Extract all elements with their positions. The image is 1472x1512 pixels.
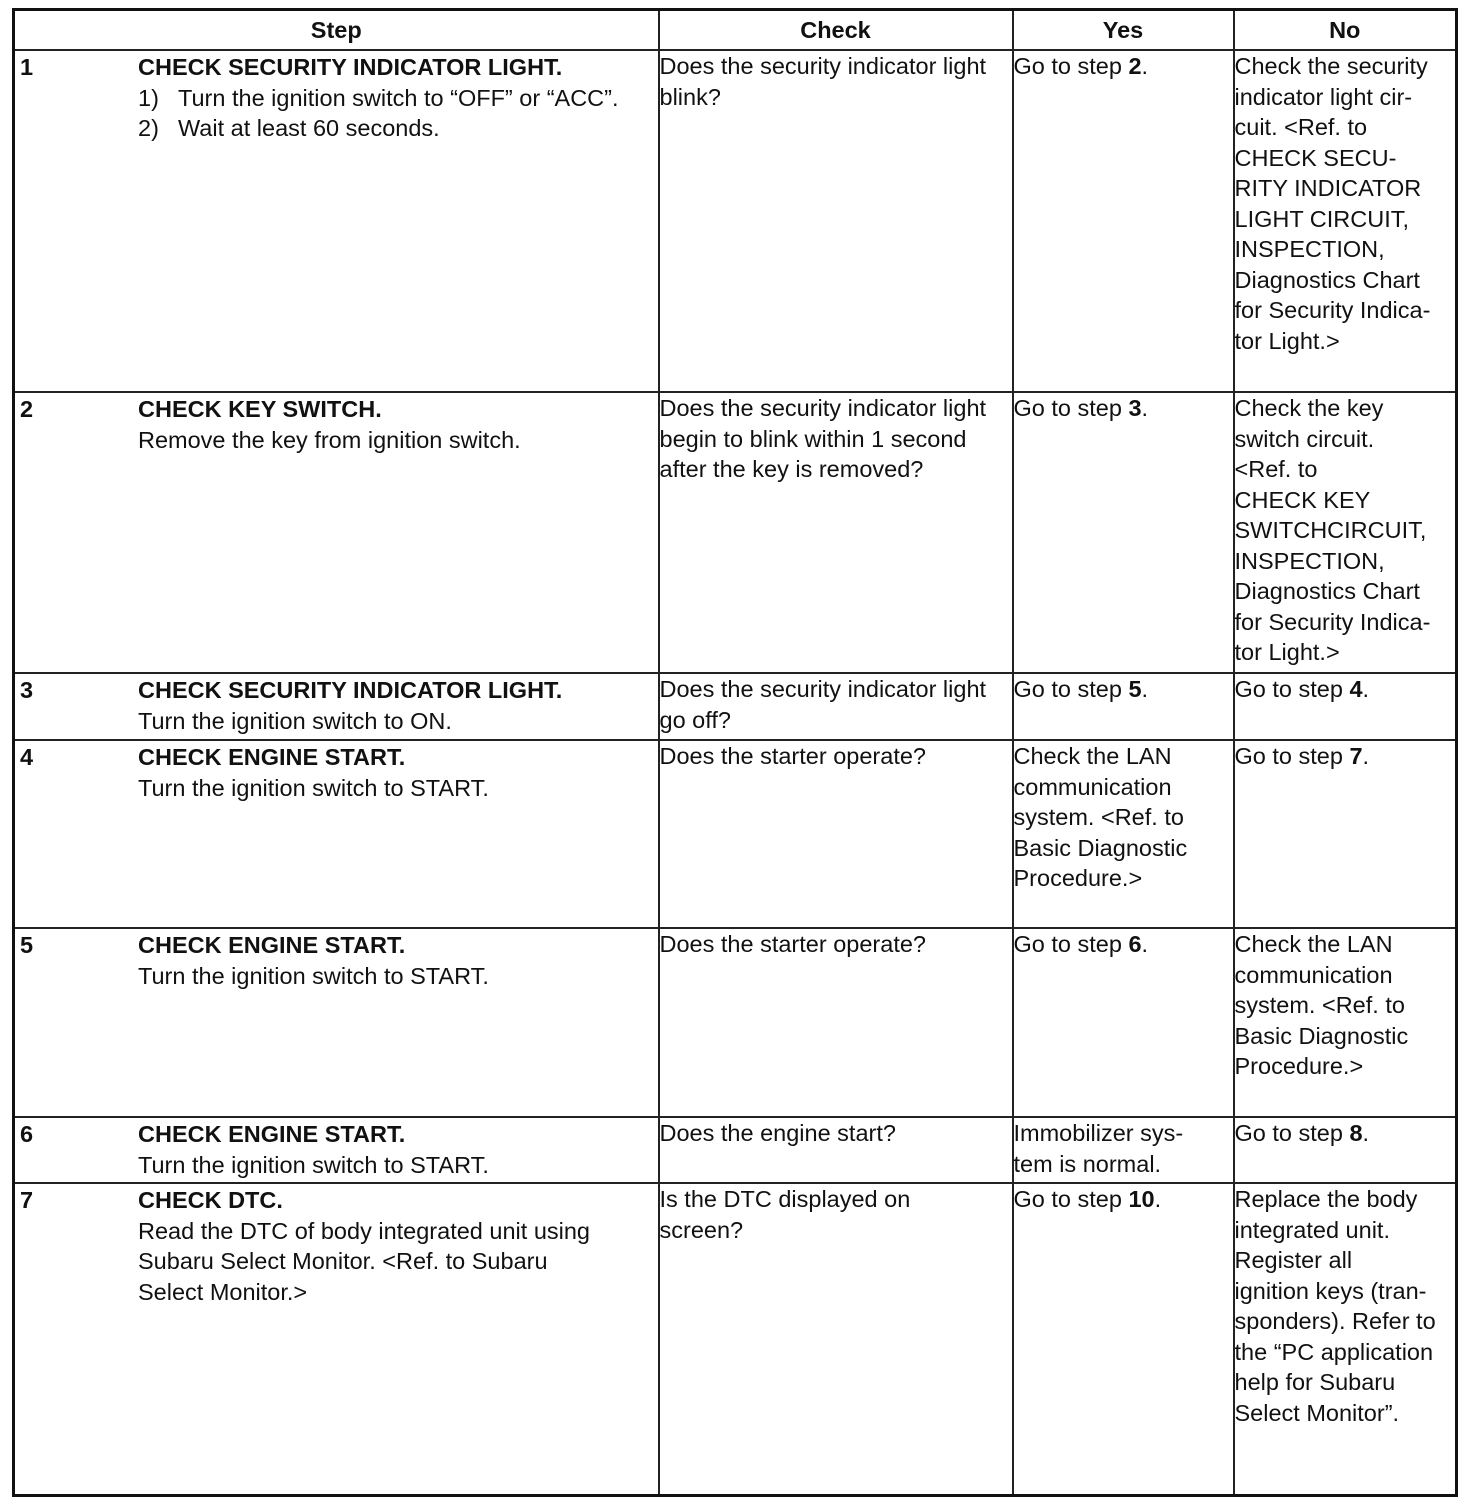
step-title: CHECK SECURITY INDICATOR LIGHT.: [138, 54, 563, 80]
yes-text: Go to step: [1013, 931, 1129, 957]
no-line: Diagnostics Chart: [1234, 266, 1420, 293]
no-suffix: .: [1362, 676, 1370, 702]
step-instruction: Turn the ignition switch to ON.: [138, 707, 452, 734]
yes-suffix: .: [1141, 395, 1149, 421]
table-row: [14, 50, 1457, 392]
substep-text: Turn the ignition switch to “OFF” or “ACC”.: [178, 84, 619, 111]
no-line: help for Subaru: [1234, 1369, 1396, 1395]
step-title: CHECK ENGINE START.: [138, 1121, 406, 1147]
step-number: 7: [20, 1187, 34, 1213]
table-row: [14, 928, 1457, 1117]
step-title: CHECK DTC.: [138, 1187, 283, 1213]
yes-step-ref: 5: [1128, 676, 1142, 702]
no-cell: [1234, 740, 1457, 928]
check-cell: [659, 740, 1013, 928]
no-step-ref: 4: [1349, 676, 1363, 702]
no-line: CHECK SECU-: [1234, 144, 1397, 171]
no-cell: [1234, 928, 1457, 1117]
yes-suffix: .: [1154, 1186, 1162, 1212]
yes-step-ref: 6: [1128, 931, 1142, 957]
no-line: Replace the body: [1234, 1186, 1418, 1212]
no-line: integrated unit.: [1234, 1216, 1390, 1243]
check-text: Does the engine start?: [659, 1120, 896, 1146]
check-text: Does the starter operate?: [659, 743, 926, 769]
check-line: Is the DTC displayed on: [659, 1186, 911, 1212]
no-line: for Security Indica-: [1234, 297, 1431, 323]
no-line: <Ref. to: [1234, 456, 1318, 482]
step-cell: [14, 928, 659, 1117]
yes-line: Basic Diagnostic: [1013, 834, 1188, 861]
step-cell: [14, 1183, 659, 1495]
no-line: system. <Ref. to: [1234, 992, 1405, 1018]
yes-cell: [1013, 50, 1234, 392]
no-line: CHECK KEY: [1234, 486, 1371, 513]
check-text: Does the security indicator light blink?: [659, 53, 987, 110]
step-cell: [14, 50, 659, 392]
check-cell: [659, 928, 1013, 1117]
no-cell: [1234, 1183, 1457, 1495]
yes-step-ref: 10: [1128, 1186, 1155, 1212]
yes-step-ref: 2: [1128, 53, 1142, 79]
diagnostic-table: [12, 8, 1458, 1497]
yes-suffix: .: [1141, 53, 1149, 79]
check-cell: [659, 1117, 1013, 1183]
check-cell: [659, 392, 1013, 673]
no-line: the “PC application: [1234, 1338, 1434, 1365]
check-cell: [659, 50, 1013, 392]
step-instruction-line: Select Monitor.>: [138, 1278, 308, 1305]
yes-cell: [1013, 740, 1234, 928]
yes-suffix: .: [1141, 931, 1149, 957]
no-line: LIGHT CIRCUIT,: [1234, 205, 1410, 232]
step-instruction-line: Read the DTC of body integrated unit using: [138, 1217, 590, 1244]
substep-text: Wait at least 60 seconds.: [178, 115, 440, 141]
yes-cell: [1013, 392, 1234, 673]
no-cell: [1234, 50, 1457, 392]
step-number: 2: [20, 396, 34, 422]
no-line: Select Monitor”.: [1234, 1399, 1400, 1426]
no-line: communication: [1234, 961, 1393, 988]
step-cell: [14, 1117, 659, 1183]
yes-cell: [1013, 928, 1234, 1117]
substep-number: 2): [138, 115, 159, 141]
no-line: tor Light.>: [1234, 327, 1340, 354]
check-text: Does the security indicator light begin to blink within 1 second after the key is removed?: [659, 395, 987, 482]
yes-cell: [1013, 673, 1234, 740]
no-line: cuit. <Ref. to: [1234, 114, 1368, 140]
no-line: Check the security: [1234, 53, 1428, 79]
no-suffix: .: [1362, 743, 1370, 769]
header-step: Step: [14, 10, 659, 51]
yes-text: Go to step: [1013, 1186, 1129, 1212]
yes-line: system. <Ref. to: [1013, 804, 1184, 830]
yes-line: tem is normal.: [1013, 1150, 1162, 1177]
no-suffix: .: [1362, 1120, 1370, 1146]
yes-suffix: .: [1141, 676, 1149, 702]
substep: [138, 113, 652, 144]
no-line: Basic Diagnostic: [1234, 1022, 1409, 1049]
no-cell: [1234, 392, 1457, 673]
table-row: [14, 673, 1457, 740]
yes-line: Check the LAN: [1013, 743, 1172, 769]
no-line: indicator light cir-: [1234, 83, 1413, 110]
no-line: tor Light.>: [1234, 639, 1340, 665]
no-text: Go to step: [1234, 743, 1350, 769]
step-cell: [14, 740, 659, 928]
step-title: CHECK KEY SWITCH.: [138, 396, 382, 422]
no-line: Diagnostics Chart: [1234, 578, 1420, 604]
no-line: for Security Indica-: [1234, 608, 1431, 635]
yes-line: Immobilizer sys-: [1013, 1120, 1184, 1146]
substep: [138, 83, 652, 114]
no-step-ref: 8: [1349, 1120, 1363, 1146]
step-cell: [14, 392, 659, 673]
yes-step-ref: 3: [1128, 395, 1142, 421]
check-cell: [659, 1183, 1013, 1495]
check-text: Does the starter operate?: [659, 931, 926, 957]
header-row: [14, 10, 1457, 51]
step-title: CHECK SECURITY INDICATOR LIGHT.: [138, 677, 563, 703]
no-line: sponders). Refer to: [1234, 1308, 1436, 1334]
step-instruction: Turn the ignition switch to START.: [138, 1151, 489, 1178]
no-step-ref: 7: [1349, 743, 1363, 769]
table-row: [14, 1117, 1457, 1183]
no-line: Check the LAN: [1234, 931, 1393, 957]
step-number: 6: [20, 1121, 34, 1147]
yes-line: Procedure.>: [1013, 865, 1143, 891]
header-check: Check: [659, 10, 1013, 51]
step-title: CHECK ENGINE START.: [138, 744, 406, 770]
step-instruction: Turn the ignition switch to START.: [138, 774, 489, 801]
check-text: Does the security indicator light go off?: [659, 676, 987, 733]
no-line: Procedure.>: [1234, 1053, 1364, 1079]
table-row: [14, 740, 1457, 928]
no-text: Go to step: [1234, 1120, 1350, 1146]
no-cell: [1234, 673, 1457, 740]
substep-number: 1): [138, 84, 159, 111]
yes-cell: [1013, 1117, 1234, 1183]
no-text: Go to step: [1234, 676, 1350, 702]
no-line: RITY INDICATOR: [1234, 175, 1422, 201]
yes-text: Go to step: [1013, 676, 1129, 702]
yes-line: communication: [1013, 773, 1172, 800]
no-line: Register all: [1234, 1247, 1353, 1273]
no-cell: [1234, 1117, 1457, 1183]
header-no: No: [1234, 10, 1457, 51]
yes-text: Go to step: [1013, 53, 1129, 79]
yes-text: Go to step: [1013, 395, 1129, 421]
step-number: 4: [20, 744, 34, 770]
step-number: 5: [20, 932, 34, 958]
check-line: screen?: [659, 1216, 744, 1243]
table-row: [14, 1183, 1457, 1495]
step-cell: [14, 673, 659, 740]
yes-cell: [1013, 1183, 1234, 1495]
step-number: 1: [20, 54, 34, 80]
table-row: [14, 392, 1457, 673]
no-line: switch circuit.: [1234, 425, 1375, 452]
step-title: CHECK ENGINE START.: [138, 932, 406, 958]
step-number: 3: [20, 677, 34, 703]
no-line: ignition keys (tran-: [1234, 1277, 1427, 1304]
step-instruction: Remove the key from ignition switch.: [138, 426, 521, 453]
no-line: INSPECTION,: [1234, 547, 1385, 574]
no-line: INSPECTION,: [1234, 236, 1385, 262]
step-instruction: Turn the ignition switch to START.: [138, 962, 489, 989]
no-line: Check the key: [1234, 395, 1384, 421]
step-instruction-line: Subaru Select Monitor. <Ref. to Subaru: [138, 1248, 548, 1274]
check-cell: [659, 673, 1013, 740]
header-yes: Yes: [1013, 10, 1234, 51]
no-line: SWITCHCIRCUIT,: [1234, 517, 1427, 543]
